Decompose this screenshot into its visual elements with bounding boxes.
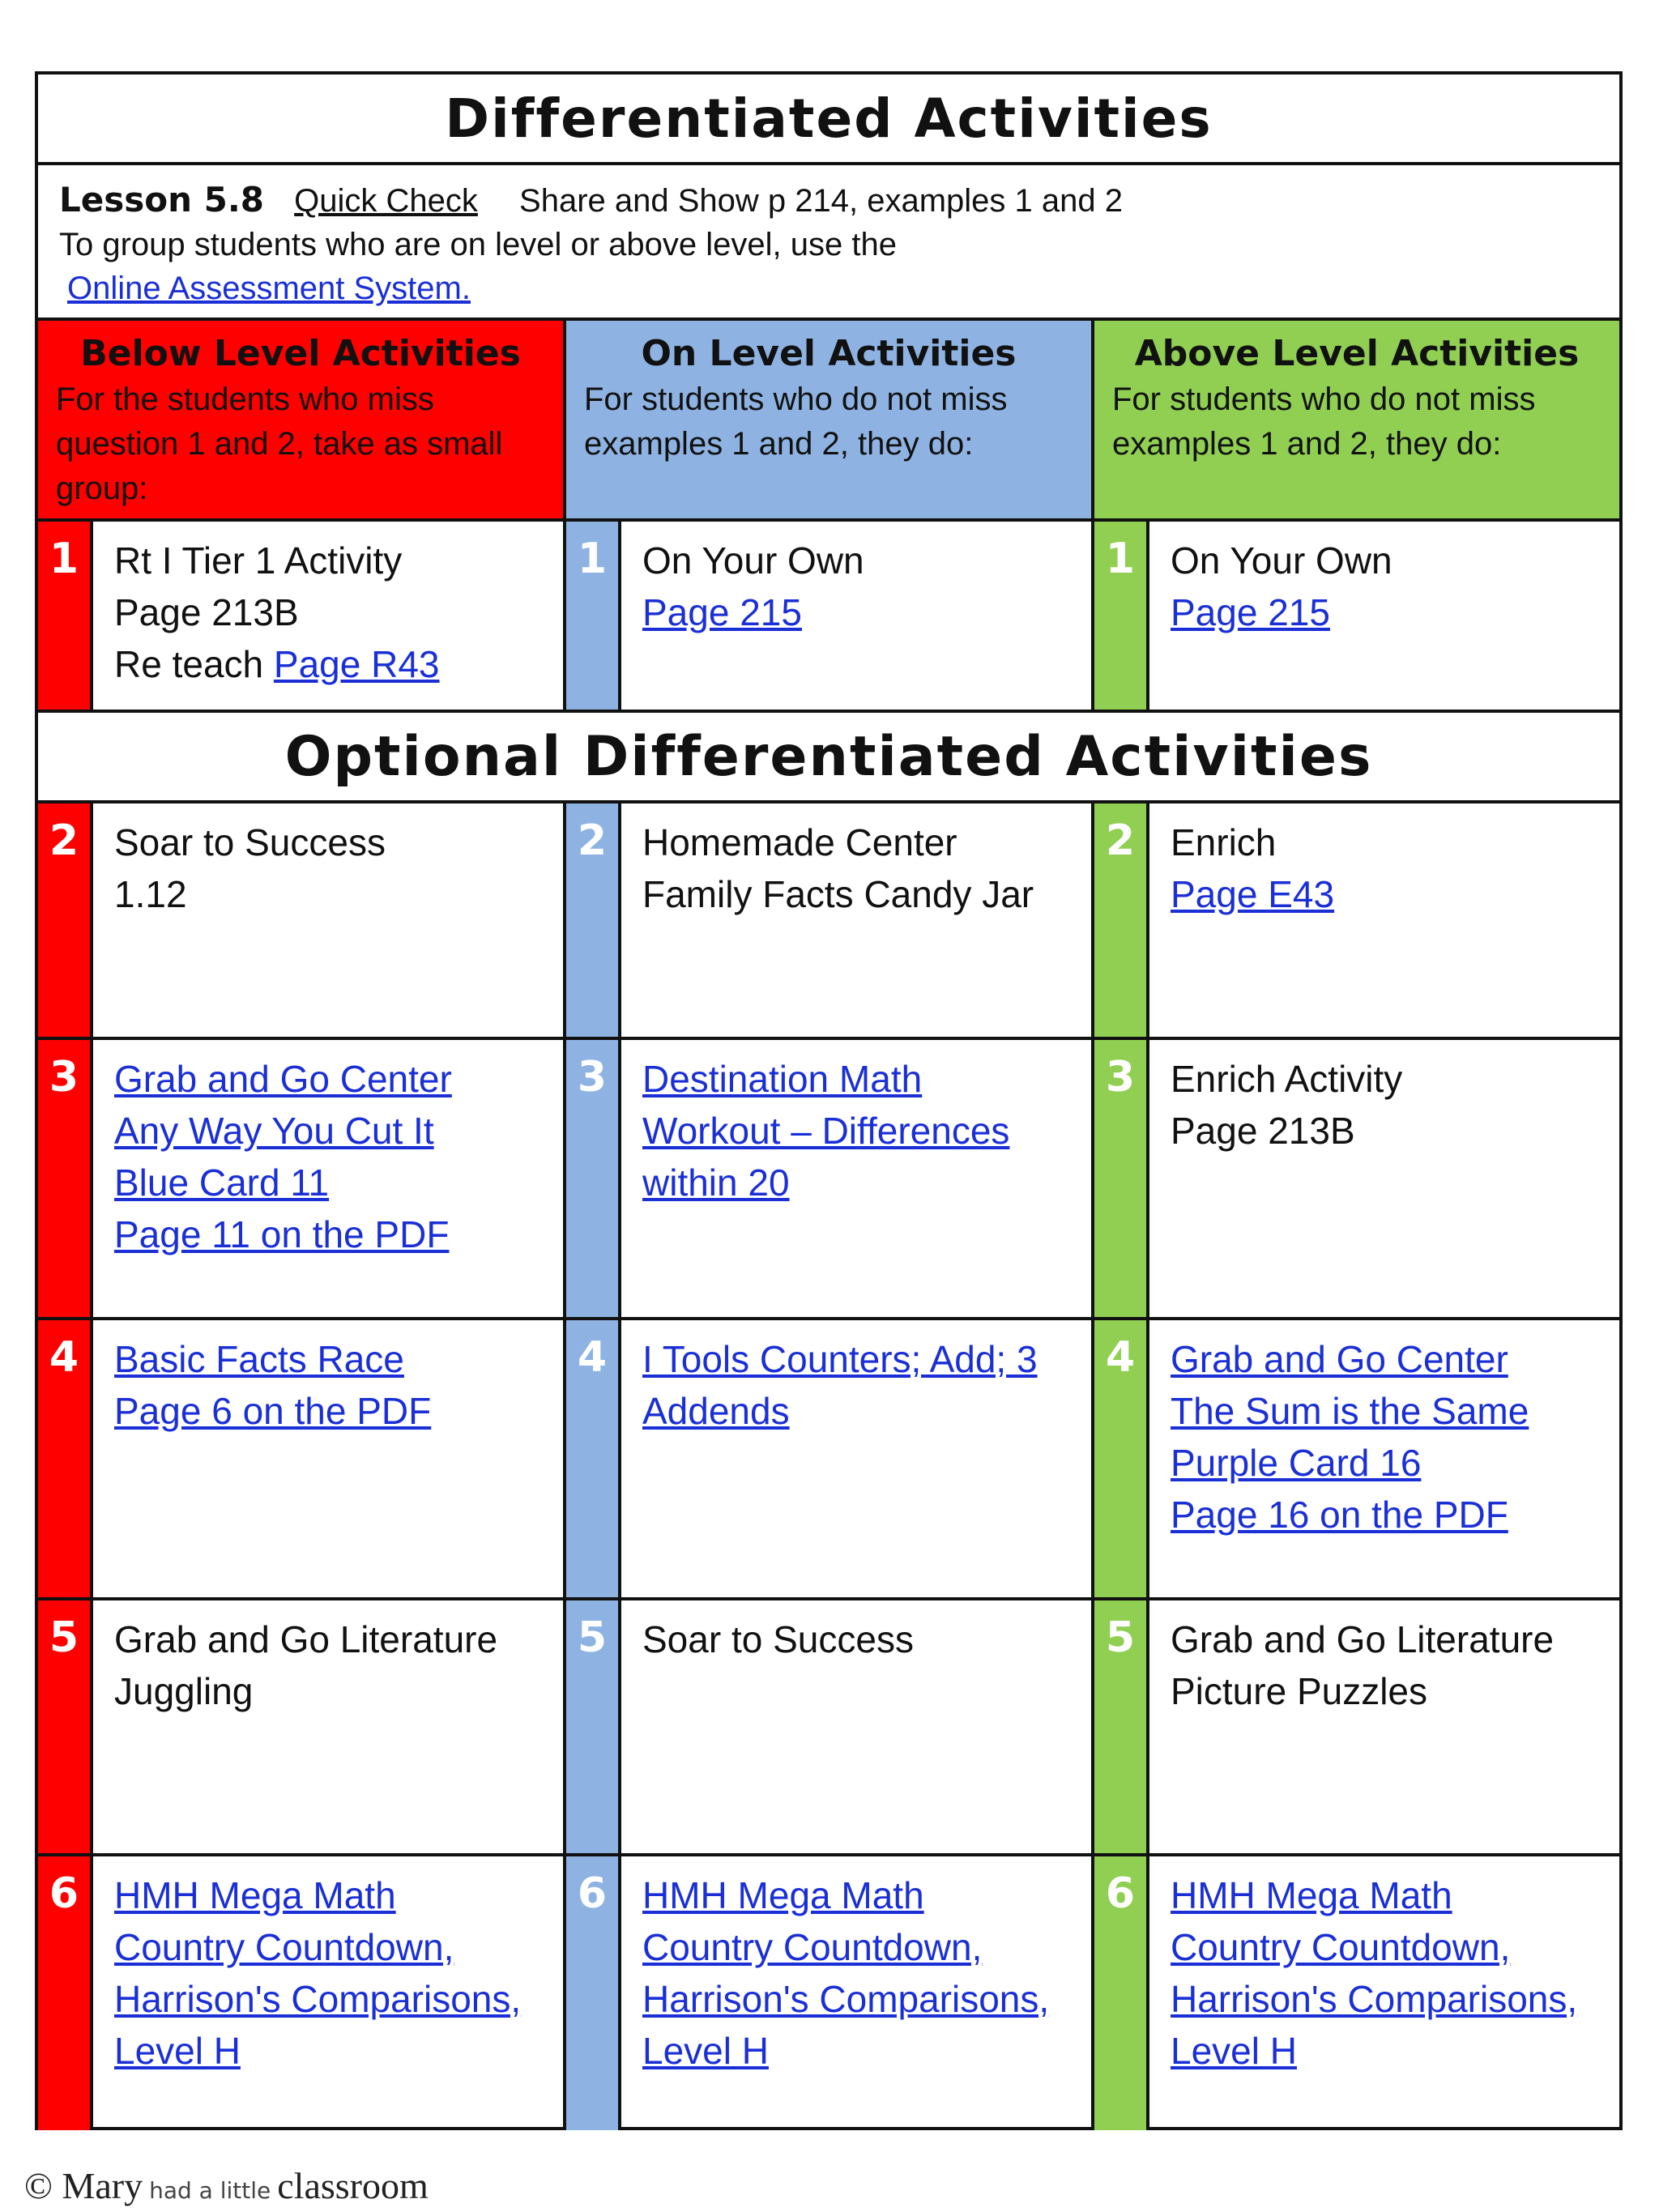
page-215-link[interactable]: Page 215 bbox=[642, 591, 802, 633]
activity-text: 1.12 bbox=[114, 873, 187, 915]
above-level-header bbox=[1094, 321, 1619, 518]
activity-row-6 bbox=[38, 1856, 1619, 2130]
activity-link[interactable]: Country Countdown, bbox=[642, 1926, 983, 1968]
page-215-link[interactable]: Page 215 bbox=[1171, 591, 1330, 633]
activity-link[interactable]: Page 16 on the PDF bbox=[1171, 1494, 1508, 1536]
activity-link[interactable]: HMH Mega Math bbox=[642, 1874, 924, 1916]
activity-text: Rt I Tier 1 Activity bbox=[114, 539, 403, 582]
activity-link[interactable]: Level H bbox=[642, 2030, 769, 2072]
activity-text: Picture Puzzles bbox=[1171, 1670, 1428, 1712]
activity-link[interactable]: Blue Card 11 bbox=[114, 1161, 330, 1204]
group-text: To group students who are on level or above level, use the bbox=[59, 227, 897, 262]
activity-text: Page 213B bbox=[1171, 1110, 1355, 1152]
on-level-cell bbox=[618, 1040, 1094, 1317]
below-level-header bbox=[38, 321, 566, 518]
activity-text: Enrich bbox=[1171, 821, 1277, 863]
on-level-heading: On Level Activities bbox=[641, 333, 1017, 374]
activity-link[interactable]: Page 6 on the PDF bbox=[114, 1390, 432, 1432]
above-level-cell bbox=[1146, 803, 1619, 1037]
share-text: Share and Show p 214, examples 1 and 2 bbox=[519, 183, 1123, 219]
below-level-cell bbox=[90, 1856, 566, 2130]
title-row bbox=[38, 75, 1619, 165]
below-level-desc: For the students who miss question 1 and 2, take as small group: bbox=[56, 381, 503, 506]
activity-text: Re teach bbox=[114, 643, 274, 685]
row-number: 4 bbox=[38, 1320, 90, 1597]
activity-text: Enrich Activity bbox=[1171, 1058, 1403, 1100]
activity-text: Family Facts Candy Jar bbox=[642, 873, 1034, 915]
below-level-cell bbox=[90, 1600, 566, 1853]
activity-row-5 bbox=[38, 1600, 1619, 1856]
activity-text: Page 213B bbox=[114, 591, 299, 633]
row-number: 3 bbox=[566, 1040, 618, 1317]
row-number: 1 bbox=[38, 522, 90, 710]
row-number: 3 bbox=[1094, 1040, 1146, 1317]
on-level-cell bbox=[618, 803, 1094, 1037]
row-number: 4 bbox=[1094, 1320, 1146, 1597]
above-level-cell bbox=[1146, 1320, 1619, 1597]
activity-text: Soar to Success bbox=[642, 1618, 914, 1660]
row-number: 5 bbox=[1094, 1600, 1146, 1853]
below-level-cell bbox=[90, 522, 566, 710]
activity-row-4 bbox=[38, 1320, 1619, 1600]
activity-link[interactable]: I Tools Counters; Add; 3 bbox=[642, 1338, 1038, 1380]
activity-text: Homemade Center bbox=[642, 821, 957, 863]
activity-link[interactable]: HMH Mega Math bbox=[1171, 1874, 1452, 1916]
row-number: 2 bbox=[566, 803, 618, 1037]
activity-link[interactable]: Page 11 on the PDF bbox=[114, 1213, 450, 1255]
below-level-cell bbox=[90, 1320, 566, 1597]
activity-link[interactable]: Any Way You Cut It bbox=[114, 1110, 434, 1152]
lesson-label: Lesson 5.8 bbox=[59, 180, 265, 219]
activity-link[interactable]: Harrison's Comparisons, bbox=[642, 1978, 1050, 2020]
activity-row-3 bbox=[38, 1040, 1619, 1320]
below-level-cell bbox=[90, 803, 566, 1037]
activity-link[interactable]: Workout – Differences bbox=[642, 1110, 1010, 1152]
row-number: 3 bbox=[38, 1040, 90, 1317]
activities-sheet bbox=[35, 71, 1623, 2130]
on-level-cell bbox=[618, 1320, 1094, 1597]
activity-text: Grab and Go Literature bbox=[1171, 1618, 1555, 1660]
row-number: 6 bbox=[38, 1856, 90, 2130]
activity-link[interactable]: Destination Math bbox=[642, 1058, 923, 1100]
row-number: 4 bbox=[566, 1320, 618, 1597]
row-number: 5 bbox=[566, 1600, 618, 1853]
activity-text: Soar to Success bbox=[114, 821, 386, 863]
below-level-cell bbox=[90, 1040, 566, 1317]
activity-link[interactable]: Level H bbox=[1171, 2030, 1297, 2072]
activity-link[interactable]: Basic Facts Race bbox=[114, 1338, 404, 1380]
credit-name: © Mary bbox=[24, 2165, 143, 2206]
online-assessment-link[interactable]: Online Assessment System. bbox=[67, 271, 471, 306]
activity-link[interactable]: Harrison's Comparisons, bbox=[1171, 1978, 1578, 2020]
row-number: 6 bbox=[1094, 1856, 1146, 2130]
activity-link[interactable]: Country Countdown, bbox=[114, 1926, 454, 1968]
row-number: 1 bbox=[566, 522, 618, 710]
on-level-cell bbox=[618, 522, 1094, 710]
activity-link[interactable]: HMH Mega Math bbox=[114, 1874, 396, 1916]
on-level-cell bbox=[618, 1856, 1094, 2130]
quick-check-link[interactable]: Quick Check bbox=[294, 183, 478, 219]
row-number: 2 bbox=[1094, 803, 1146, 1037]
activity-link[interactable]: Grab and Go Center bbox=[114, 1058, 452, 1100]
activity-text: On Your Own bbox=[1171, 539, 1392, 582]
copyright-credit bbox=[24, 2164, 429, 2207]
activity-link[interactable]: Harrison's Comparisons, bbox=[114, 1978, 522, 2020]
credit-small: had a little bbox=[149, 2177, 271, 2204]
row-number: 5 bbox=[38, 1600, 90, 1853]
below-level-heading: Below Level Activities bbox=[80, 333, 521, 374]
credit-end: classroom bbox=[277, 2165, 429, 2206]
activity-link[interactable]: Country Countdown, bbox=[1171, 1926, 1511, 1968]
optional-title: Optional Differentiated Activities bbox=[284, 724, 1373, 789]
activity-row-2 bbox=[38, 803, 1619, 1040]
above-level-cell bbox=[1146, 1856, 1619, 2130]
above-level-heading: Above Level Activities bbox=[1134, 333, 1580, 374]
activity-link[interactable]: Addends bbox=[642, 1390, 790, 1432]
lesson-info bbox=[38, 165, 1619, 321]
above-level-cell bbox=[1146, 522, 1619, 710]
column-headers bbox=[38, 321, 1619, 522]
page-title: Differentiated Activities bbox=[445, 87, 1213, 150]
row-number: 1 bbox=[1094, 522, 1146, 710]
row-number: 2 bbox=[38, 803, 90, 1037]
activity-link[interactable]: The Sum is the Same bbox=[1171, 1390, 1529, 1432]
above-level-desc: For students who do not miss examples 1 and 2, they do: bbox=[1112, 381, 1536, 462]
activity-text: Juggling bbox=[114, 1670, 254, 1712]
above-level-cell bbox=[1146, 1600, 1619, 1853]
page-e43-link[interactable]: Page E43 bbox=[1171, 873, 1335, 915]
activity-text: On Your Own bbox=[642, 539, 864, 582]
activity-text: Grab and Go Literature bbox=[114, 1618, 498, 1660]
activity-row-1 bbox=[38, 522, 1619, 713]
row-number: 6 bbox=[566, 1856, 618, 2130]
activity-link[interactable]: Purple Card 16 bbox=[1171, 1442, 1422, 1484]
above-level-cell bbox=[1146, 1040, 1619, 1317]
page-r43-link[interactable]: Page R43 bbox=[273, 643, 440, 685]
activity-link[interactable]: Grab and Go Center bbox=[1171, 1338, 1508, 1380]
activity-link[interactable]: within 20 bbox=[642, 1161, 790, 1204]
on-level-cell bbox=[618, 1600, 1094, 1853]
optional-title-row bbox=[38, 713, 1619, 803]
on-level-header bbox=[566, 321, 1094, 518]
on-level-desc: For students who do not miss examples 1 and 2, they do: bbox=[584, 381, 1008, 462]
activity-link[interactable]: Level H bbox=[114, 2030, 241, 2072]
